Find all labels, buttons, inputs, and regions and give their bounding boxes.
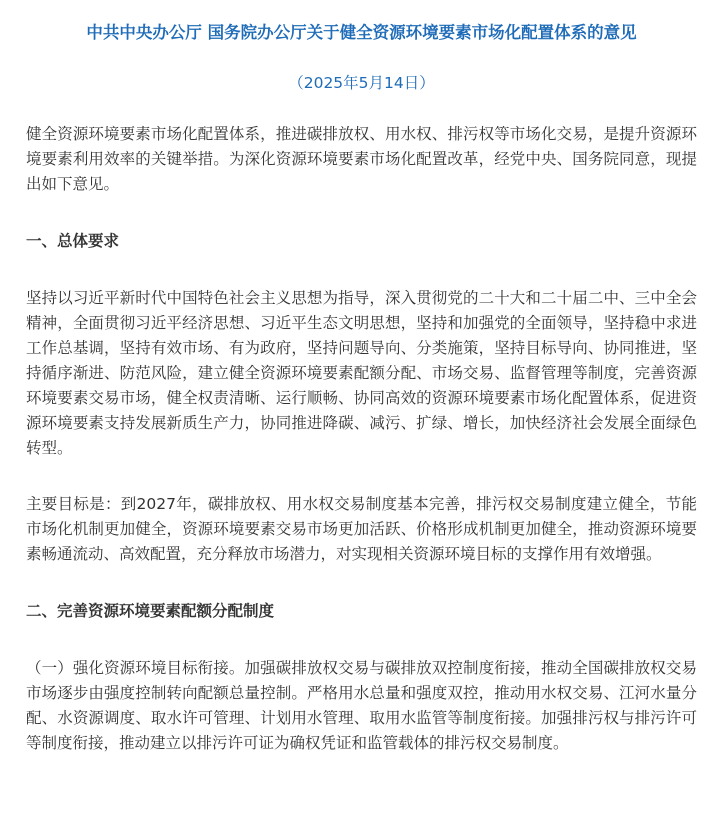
document-date: （2025年5月14日） [288, 74, 435, 92]
section-heading-general-requirements: 一、总体要求 [26, 232, 120, 250]
document-title: 中共中央办公厅 国务院办公厅关于健全资源环境要素市场化配置体系的意见 [86, 23, 637, 42]
section1-paragraph-main-goals: 主要目标是：到2027年，碳排放权、用水权交易制度基本完善，排污权交易制度建立健全，节能市场化机制更加健全，资源环境要素交易市场更加活跃、价格形成机制更加健全，推动资源环境要素畅通流动、高效配置，充分释放市场潜力，对实现相关资源环境目标的支撑作用有效增强。 [26, 495, 697, 563]
section1-paragraph-guiding-principles: 坚持以习近平新时代中国特色社会主义思想为指导，深入贯彻党的二十大和二十届二中、三中全会精神，全面贯彻习近平经济思想、习近平生态文明思想，坚持和加强党的全面领导，坚持稳中求进工作总基调，坚持有效市场、有为政府，坚持问题导向、分类施策，坚持目标导向、协同推进，坚持循序渐进、防范风险，建立健全资源环境要素配额分配、市场交易、监督管理等制度，完善资源环境要素交易市场，健全权责清晰、运行顺畅、协同高效的资源环境要素市场化配置体系，促进资源环境要素支持发展新质生产力，协同推进降碳、减污、扩绿、增长，加快经济社会发展全面绿色转型。 [26, 289, 697, 457]
section-heading-quota-allocation: 二、完善资源环境要素配额分配制度 [26, 602, 275, 620]
intro-paragraph: 健全资源环境要素市场化配置体系，推进碳排放权、用水权、排污权等市场化交易，是提升资源环境要素利用效率的关键举措。为深化资源环境要素市场化配置改革，经党中央、国务院同意，现提出如下意见。 [26, 125, 697, 193]
section2-paragraph-target-alignment: （一）强化资源环境目标衔接。加强碳排放权交易与碳排放双控制度衔接，推动全国碳排放权交易市场逐步由强度控制转向配额总量控制。严格用水总量和强度双控，推动用水权交易、江河水量分配、水资源调度、取水许可管理、计划用水管理、取用水监管等制度衔接。加强排污权与排污许可等制度衔接，推动建立以排污许可证为确权凭证和监管载体的排污权交易制度。 [26, 659, 697, 752]
